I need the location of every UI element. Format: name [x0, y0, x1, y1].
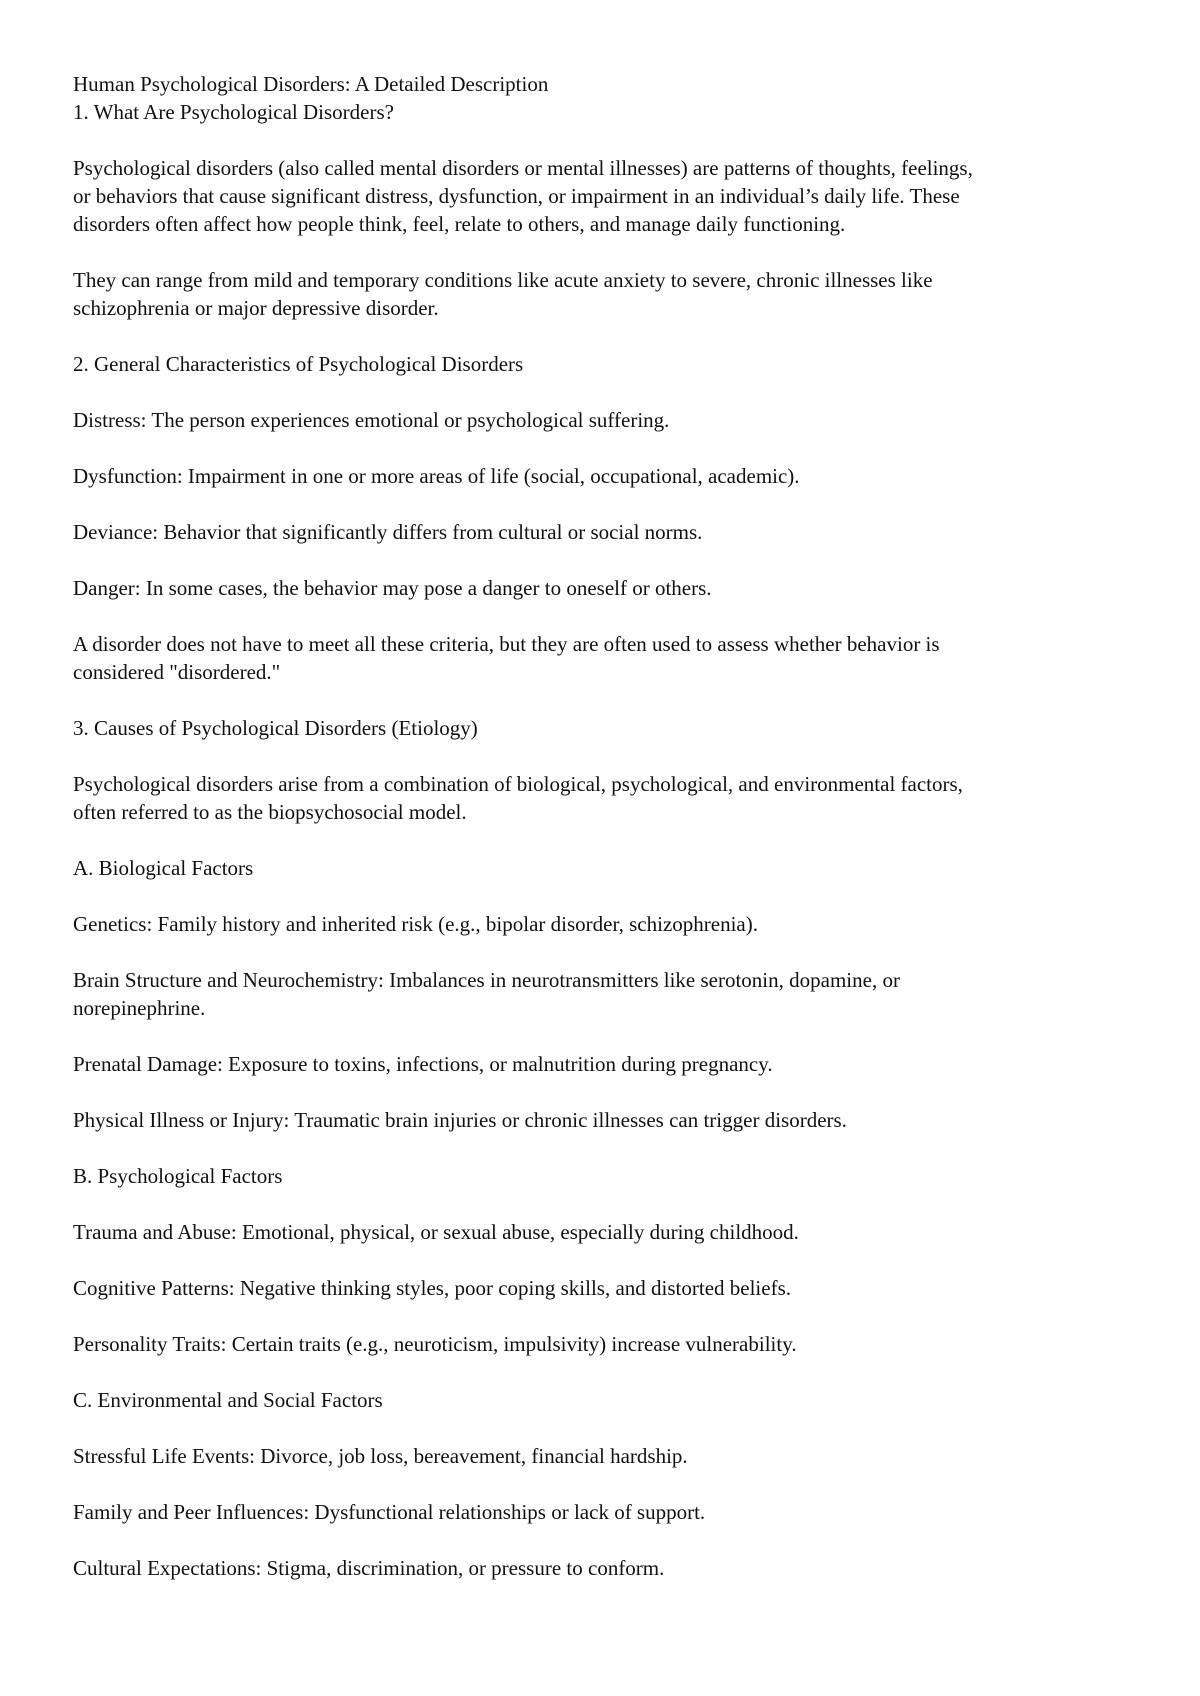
section-3-heading: 3. Causes of Psychological Disorders (Etiology): [73, 716, 478, 740]
text-line: often referred to as the biopsychosocial model.: [73, 800, 467, 824]
factor-brain-structure: [73, 966, 1133, 1022]
text-line: norepinephrine.: [73, 996, 206, 1020]
section-3-intro: [73, 770, 1133, 826]
factor-cultural: Cultural Expectations: Stigma, discrimination, or pressure to conform.: [73, 1556, 665, 1580]
text-line: disorders often affect how people think, feel, relate to others, and manage daily functioning.: [73, 212, 846, 236]
criteria-note: [73, 630, 1133, 686]
factor-trauma: Trauma and Abuse: Emotional, physical, or sexual abuse, especially during childhood.: [73, 1220, 799, 1244]
subsection-b-heading: B. Psychological Factors: [73, 1164, 283, 1188]
characteristic-danger: Danger: In some cases, the behavior may pose a danger to oneself or others.: [73, 576, 712, 600]
factor-personality: Personality Traits: Certain traits (e.g., neuroticism, impulsivity) increase vulnerability.: [73, 1332, 797, 1356]
text-line: Psychological disorders (also called mental disorders or mental illnesses) are patterns of thoughts, feelings,: [73, 156, 973, 180]
text-line: Brain Structure and Neurochemistry: Imbalances in neurotransmitters like serotonin, dopamine, or: [73, 968, 900, 992]
subsection-a-heading: A. Biological Factors: [73, 856, 254, 880]
characteristic-distress: Distress: The person experiences emotional or psychological suffering.: [73, 408, 670, 432]
text-line: considered "disordered.": [73, 660, 281, 684]
document-page: [73, 70, 1133, 1582]
text-line: or behaviors that cause significant distress, dysfunction, or impairment in an individual’s daily life. These: [73, 184, 960, 208]
factor-stressful-events: Stressful Life Events: Divorce, job loss, bereavement, financial hardship.: [73, 1444, 688, 1468]
characteristic-deviance: Deviance: Behavior that significantly differs from cultural or social norms.: [73, 520, 703, 544]
text-line: They can range from mild and temporary conditions like acute anxiety to severe, chronic illnesses like: [73, 268, 933, 292]
section-1-paragraph-1: [73, 154, 1133, 238]
factor-family-peer: Family and Peer Influences: Dysfunctional relationships or lack of support.: [73, 1500, 706, 1524]
factor-cognitive: Cognitive Patterns: Negative thinking styles, poor coping skills, and distorted beliefs.: [73, 1276, 791, 1300]
factor-prenatal: Prenatal Damage: Exposure to toxins, infections, or malnutrition during pregnancy.: [73, 1052, 773, 1076]
section-2-heading: 2. General Characteristics of Psychological Disorders: [73, 352, 524, 376]
text-line: schizophrenia or major depressive disorder.: [73, 296, 439, 320]
section-1-paragraph-2: [73, 266, 1133, 322]
factor-genetics: Genetics: Family history and inherited risk (e.g., bipolar disorder, schizophrenia).: [73, 912, 758, 936]
section-1-heading: 1. What Are Psychological Disorders?: [73, 100, 394, 124]
text-line: Psychological disorders arise from a combination of biological, psychological, and environmental factors,: [73, 772, 963, 796]
characteristic-dysfunction: Dysfunction: Impairment in one or more areas of life (social, occupational, academic).: [73, 464, 800, 488]
factor-physical-illness: Physical Illness or Injury: Traumatic brain injuries or chronic illnesses can trigger disorders.: [73, 1108, 847, 1132]
subsection-c-heading: C. Environmental and Social Factors: [73, 1388, 383, 1412]
text-line: A disorder does not have to meet all these criteria, but they are often used to assess whether behavior is: [73, 632, 940, 656]
document-title: Human Psychological Disorders: A Detailed Description: [73, 72, 549, 96]
